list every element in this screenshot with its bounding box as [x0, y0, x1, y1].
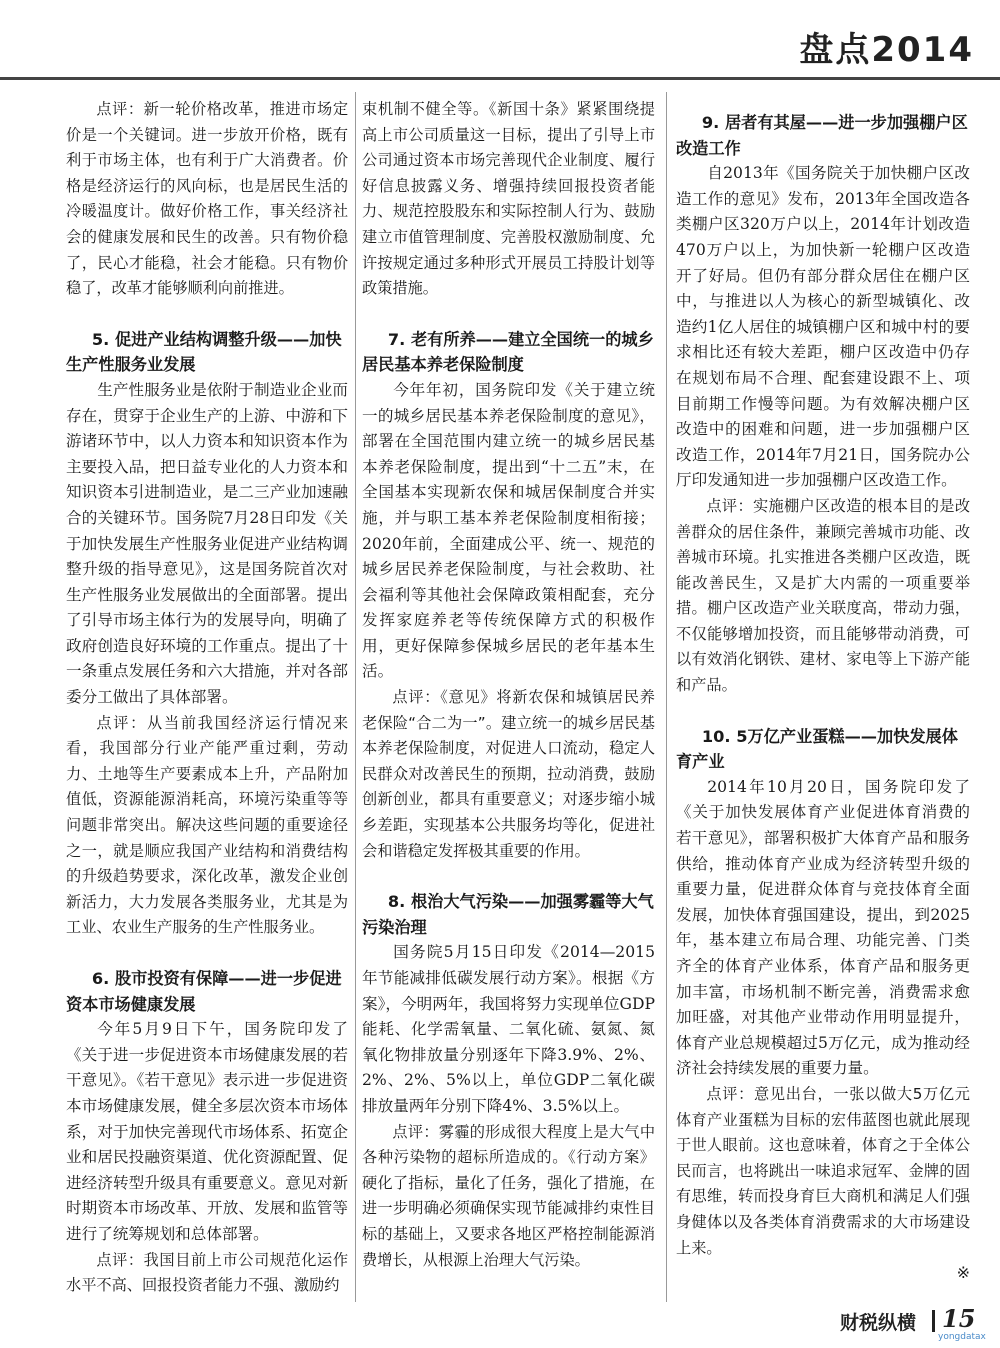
column-divider	[666, 92, 667, 1302]
body-paragraph: 自2013年《国务院关于加快棚户区改造工作的意见》发布，2013年全国改造各类棚户区320万户以上，2014年计划改造470万户以上，为加快新一轮棚户区改造开了好局。但仍有部分群众居住在棚户区中，与推进以人为核心的新型城镇化、改造约1亿人居住的城镇棚户区和城中村的要求相比还有较大差距，棚户区改造中仍存在规划布局不合理、配套建设跟不上、项目前期工作慢等问题。为有效解决棚户区改造中的困难和问题，进一步加强棚户区改造工作，2014年7月21日，国务院办公厅印发通知进一步加强棚户区改造工作。	[676, 164, 970, 490]
magazine-name: 财税纵横	[840, 1312, 917, 1334]
column-right	[676, 97, 970, 1283]
section-heading: 9. 居者有其屋——进一步加强棚户区改造工作	[676, 113, 968, 158]
body-paragraph: 今年5月9日下午，国务院印发了《关于进一步促进资本市场健康发展的若干意见》。《若干意见》表示进一步促进资本市场健康发展，健全多层次资本市场体系，对于加快完善现代市场体系、拓宽企业和居民投融资渠道、优化资源配置、促进经济转型升级具有重要意义。意见对新时期资本市场改革、开放、发展和监管等进行了统筹规划和总体部署。	[66, 1020, 348, 1243]
section-heading: 6. 股市投资有保障——进一步促进资本市场健康发展	[66, 969, 342, 1014]
commentary: 束机制不健全等。《新国十条》紧紧围绕提高上市公司质量这一目标，提出了引导上市公司通过资本市场完善现代企业制度、履行好信息披露义务、增强持续回报投资者能力、规范控股股东和实际控制人行为、鼓励建立市值管理制度、完善股权激励制度、允许按规定通过多种形式开展员工持股计划等政策措施。	[362, 100, 655, 298]
column-middle	[362, 97, 655, 1273]
body-paragraph: 国务院5月15日印发《2014—2015年节能减排低碳发展行动方案》。根据《方案》，今明两年，我国将努力实现单位GDP能耗、化学需氧量、二氧化硫、氨氮、氮氧化物排放量分别逐年下降3.9%、2%、2%、2%、5%以上，单位GDP二氧化碳排放量两年分别下降4%、3.5%以上。	[362, 943, 655, 1115]
body-paragraph: 2014年10月20日，国务院印发了《关于加快发展体育产业促进体育消费的若干意见》，部署积极扩大体育产品和服务供给，推动体育产业成为经济转型升级的重要力量，促进群众体育与竞技体育全面发展，加快体育强国建设，提出，到2025年，基本建立布局合理、功能完善、门类齐全的体育产业体系，体育产品和服务更加丰富，市场机制不断完善，消费需求愈加旺盛，对其他产业带动作用明显提升，体育产业总规模超过5万亿元，成为推动经济社会持续发展的重要力量。	[676, 777, 970, 1078]
column-divider	[355, 92, 356, 1302]
column-left	[66, 97, 348, 1299]
commentary: 点评：意见出台，一张以做大5万亿元体育产业蛋糕为目标的宏伟蓝图也就此展现于世人眼前。这也意味着，体育之于全体公民而言，也将跳出一味追求冠军、金牌的固有思维，转而投身育巨大商机和满足人们强身健体以及各类体育消费需求的大市场建设上来。	[676, 1084, 970, 1257]
commentary: 点评：新一轮价格改革，推进市场定价是一个关键词。进一步放开价格，既有利于市场主体，也有利于广大消费者。价格是经济运行的风向标，也是居民生活的冷暖温度计。做好价格工作，事关经济社会的健康发展和民生的改善。只有物价稳了，民心才能稳，社会才能稳。只有物价稳了，改革才能够顺利向前推进。	[66, 100, 348, 298]
section-heading: 7. 老有所养——建立全国统一的城乡居民基本养老保险制度	[362, 329, 654, 375]
page-number: 15	[942, 1304, 976, 1333]
commentary: 点评：《意见》将新农保和城镇居民养老保险“合二为一”。建立统一的城乡居民基本养老保险制度，对促进人口流动，稳定人民群众对改善民生的预期，拉动消费，鼓励创新创业，都具有重要意义；对逐步缩小城乡差距，实现基本公共服务均等化，促进社会和谐稳定发挥极其重要的作用。	[362, 688, 655, 860]
section-heading: 10. 5万亿产业蛋糕——加快发展体育产业	[676, 726, 958, 772]
commentary: 点评：实施棚户区改造的根本目的是改善群众的居住条件，兼顾完善城市功能、改善城市环境。扎实推进各类棚户区改造，既能改善民生，又是扩大内需的一项重要举措。棚户区改造产业关联度高，带动力强，不仅能够增加投资，而且能够带动消费，可以有效消化钢铁、建材、家电等上下游产能和产品。	[676, 496, 970, 695]
body-paragraph: 今年年初，国务院印发《关于建立统一的城乡居民基本养老保险制度的意见》，部署在全国范围内建立统一的城乡居民基本养老保险制度，提出到“十二五”末，在全国基本实现新农保和城居保制度合并实施，并与职工基本养老保险制度相衔接；2020年前，全面建成公平、统一、规范的城乡居民养老保险制度，与社会救助、社会福利等其他社会保障政策相配套，充分发挥家庭养老等传统保障方式的积极作用，更好保障参保城乡居民的老年基本生活。	[362, 380, 655, 681]
page-footer	[0, 1300, 1000, 1348]
page-header	[0, 0, 1000, 80]
commentary: 点评：我国目前上市公司规范化运作水平不高、回报投资者能力不强、激励约	[66, 1250, 348, 1295]
watermark: yongdatax	[938, 1332, 986, 1342]
body-paragraph: 生产性服务业是依附于制造业企业而存在，贯穿于企业生产的上游、中游和下游诸环节中，以人力资本和知识资本作为主要投入品，把日益专业化的人力资本和知识资本引进制造业，是二三产业加速融合的关键环节。国务院7月28日印发《关于加快发展生产性服务业促进产业结构调整升级的指导意见》，这是国务院首次对生产性服务业发展做出的全面部署。提出了引导市场主体行为的发展导向，明确了政府创造良好环境的工作重点。提出了十一条重点发展任务和六大措施，并对各部委分工做出了具体部署。	[66, 380, 348, 707]
header-rule	[0, 77, 1000, 80]
section-heading: 5. 促进产业结构调整升级——加快生产性服务业发展	[66, 329, 342, 375]
commentary: 点评：雾霾的形成很大程度上是大气中各种污染物的超标所造成的。《行动方案》硬化了指标，量化了任务，强化了措施，在进一步明确必须确保实现节能减排约束性目标的基础上，又要求各地区严格控制能源消费增长，从根源上治理大气污染。	[362, 1122, 655, 1269]
footer-separator	[932, 1310, 935, 1332]
section-title: 盘点2014	[799, 30, 974, 70]
section-heading: 8. 根治大气污染——加强雾霾等大气污染治理	[362, 892, 654, 937]
end-mark: ※	[956, 1263, 970, 1283]
commentary: 点评：从当前我国经济运行情况来看，我国部分行业产能严重过剩，劳动力、土地等生产要素成本上升，产品附加值低，资源能源消耗高，环境污染重等等问题非常突出。解决这些问题的重要途径之一，就是顺应我国产业结构和消费结构的升级趋势要求，深化改革，激发企业创新活力，大力发展各类服务业，尤其是为工业、农业生产服务的生产性服务业。	[66, 713, 348, 937]
